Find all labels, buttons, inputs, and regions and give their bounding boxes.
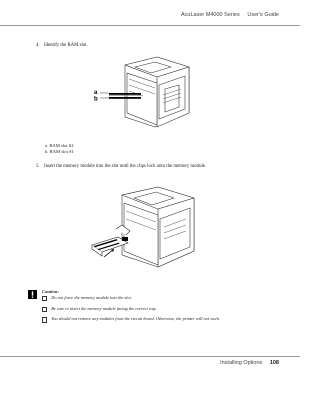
callout-b: b [94,96,98,103]
step-text: Insert the memory module into the slot until the clips lock onto the memory module. [44,164,207,169]
caution-item-text: Be sure to insert the memory module facing the correct way. [51,305,157,311]
header-title [181,12,279,18]
checkbox-bullet-icon [42,307,47,312]
caution-list [42,295,267,327]
caution-item [42,295,267,301]
label-a: a. RAM slot S2 [45,143,74,148]
step-number: 4. [36,43,40,48]
step-number: 5. [36,164,40,169]
checkbox-bullet-icon [42,317,47,322]
callout-a: a [94,90,98,96]
footer-rule [0,356,300,357]
footer-section: Installing Options [220,360,263,366]
checkbox-bullet-icon [42,296,47,301]
step-text: Identify the RAM slot. [44,43,88,48]
printer-ram-slot-figure [85,55,195,135]
header-rule [0,25,300,26]
page-number: 108 [269,360,279,366]
product-name: AcuLaser M4000 Series [181,12,240,18]
caution-item-text: You should not remove any modules from the circuit board. Otherwise, the printer will not work. [51,316,221,322]
caution-item [42,306,267,312]
page-header [0,0,300,26]
caution-icon [28,290,37,299]
caution-title: Caution: [42,289,59,294]
caution-item-text: Do not force the memory module into the slot. [51,295,132,300]
slot-labels [45,143,74,155]
label-b: b. RAM slot S1 [45,149,74,154]
caution-item [42,316,267,322]
printer-insert-module-figure [82,185,202,280]
guide-name: User's Guide [247,12,279,18]
